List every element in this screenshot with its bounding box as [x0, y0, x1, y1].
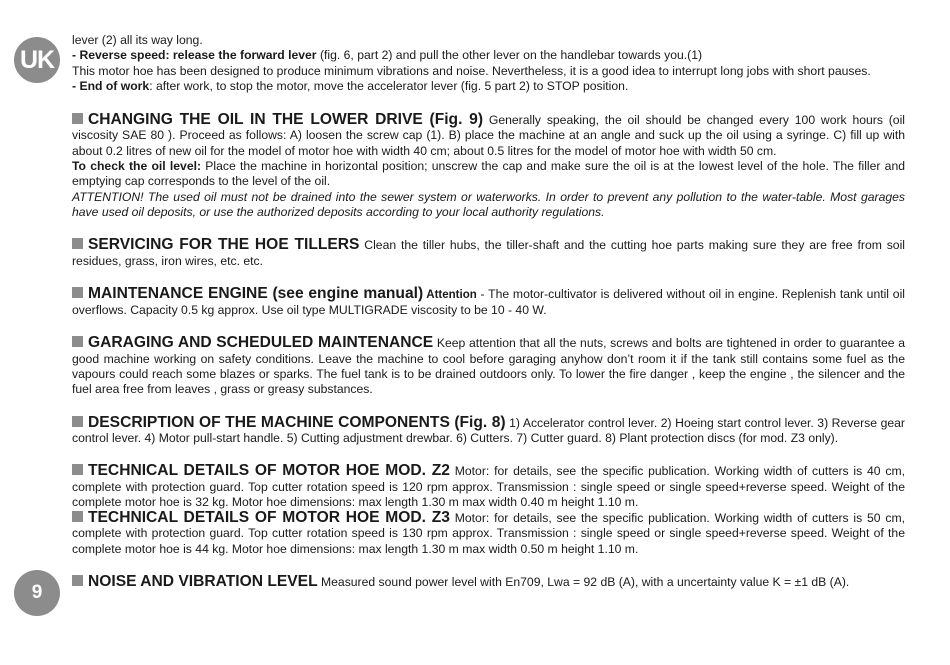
maintenance-engine-section	[72, 286, 905, 319]
oil-text: Generally speaking, the oil should be changed every 100 work hours (oil viscosity SAE 80 ). Proceed as follows: A) loosen the screw cap (1). B) place the machine at an angle and suck up the oil using a syringe. C) fill up with about 0.2 litres of new oil for the model of motor hoe with width 40 cm; about 0.5 litres for the model of motor hoe with width 50 cm.	[72, 113, 905, 158]
language-badge: UK	[14, 37, 60, 83]
bullet-square-icon	[72, 416, 83, 427]
servicing-section	[72, 237, 905, 269]
end-of-work-paragraph	[72, 79, 905, 94]
reverse-speed-label: - Reverse speed: release the forward lever	[72, 48, 317, 63]
garaging-section	[72, 335, 905, 397]
oil-check-paragraph	[72, 159, 905, 190]
reverse-speed-paragraph	[72, 48, 905, 63]
maintenance-attention-label: Attention	[423, 288, 477, 301]
document-body	[72, 33, 905, 590]
vibration-paragraph: This motor hoe has been designed to produce minimum vibrations and noise. Nevertheless, it is a good idea to interrupt long jobs with short pauses.	[72, 63, 871, 78]
noise-text: Measured sound power level with En709, Lwa = 92 dB (A), with a uncertainty value K = ±1 dB (A).	[317, 575, 850, 590]
z3-text: Motor: for details, see the specific publication. Working width of cutters is 50 cm, complete with protection guard. Top cutter rotation speed is 130 rpm approx. Transmission : single speed or single speed+reverse speed. Weight of the complete motor hoe is 44 kg. Motor hoe dimensions: max length 1.30 m max width 0.50 m height 1.10 m.	[72, 511, 906, 556]
z2-text: Motor: for details, see the specific publication. Working width of cutters is 40 cm, complete with protection guard. Top cutter rotation speed is 120 rpm approx. Transmission : single speed or single speed+reverse speed. Weight of the complete motor hoe is 32 kg. Motor hoe dimensions: max length 1.30 m max width 0.40 m height 1.10 m.	[72, 464, 906, 509]
servicing-heading: SERVICING FOR THE HOE TILLERS	[88, 236, 360, 254]
components-text: 1) Accelerator control lever. 2) Hoeing start control lever. 3) Reverse gear control lever. 4) Motor pull-start handle. 5) Cutting adjustment drewbar. 6) Cutters. 7) Cutter guard. 8) Plant protection discs (for mod. Z3 only).	[72, 415, 905, 445]
end-of-work-text: : after work, to stop the motor, move the accelerator lever (fig. 5 part 2) to STOP position.	[149, 78, 629, 93]
maintenance-engine-heading: MAINTENANCE ENGINE (see engine manual)	[88, 284, 424, 302]
components-heading: DESCRIPTION OF THE MACHINE COMPONENTS (Fig. 8)	[88, 413, 506, 431]
garaging-heading: GARAGING AND SCHEDULED MAINTENANCE	[88, 334, 434, 352]
page-number-badge: 9	[14, 570, 60, 616]
z2-section	[72, 463, 905, 510]
z3-section	[72, 510, 905, 557]
components-section	[72, 415, 905, 447]
bullet-square-icon	[72, 575, 83, 586]
oil-check-label: To check the oil level:	[72, 159, 202, 174]
intro-line: lever (2) all its way long.	[72, 33, 203, 47]
oil-heading: CHANGING THE OIL IN THE LOWER DRIVE (Fig. 9)	[88, 111, 484, 129]
bullet-square-icon	[72, 336, 83, 347]
bullet-square-icon	[72, 511, 83, 522]
bullet-square-icon	[72, 238, 83, 249]
oil-attention-paragraph: ATTENTION! The used oil must not be drained into the sewer system or waterworks. In order to prevent any pollution to the water-table. Most garages have used oil deposits, or use the authorized deposits according to your local authority regulations.	[72, 189, 905, 219]
servicing-text: Clean the tiller hubs, the tiller-shaft and the cutting hoe parts making sure they are free from soil residues, grass, iron wires, etc. etc.	[72, 238, 905, 268]
garaging-text: Keep attention that all the nuts, screws and bolts are tightened in order to guarantee a good machine working on safety conditions. Leave the machine to cool before garaging anyhow don’t room it if the tank still contains some fuel as the vapours could reach some blazes or sparks. The fuel tank is to be drained outdoors only. To lower the fire danger , keep the engine , the silencer and the fuel area free from leaves , grass or greasy substances.	[72, 336, 905, 397]
bullet-square-icon	[72, 464, 83, 475]
oil-check-text: Place the machine in horizontal position; unscrew the cap and make sure the oil is at the lowest level of the hole. The filler and emptying cap corresponds to the level of the oil.	[72, 159, 905, 189]
z2-heading: TECHNICAL DETAILS OF MOTOR HOE MOD. Z2	[88, 462, 450, 480]
z3-heading: TECHNICAL DETAILS OF MOTOR HOE MOD. Z3	[88, 509, 450, 527]
end-of-work-label: - End of work	[72, 78, 150, 93]
maintenance-engine-text: - The motor-cultivator is delivered without oil in engine. Replenish tank until oil overflows. Capacity 0.5 kg approx. Use oil type MULTIGRADE viscosity to be 10 - 40 W.	[72, 286, 905, 318]
noise-section	[72, 574, 905, 590]
oil-section	[72, 112, 905, 159]
bullet-square-icon	[72, 113, 83, 124]
bullet-square-icon	[72, 287, 83, 298]
noise-heading: NOISE AND VIBRATION LEVEL	[88, 573, 318, 591]
reverse-speed-text: (fig. 6, part 2) and pull the other lever on the handlebar towards you.(1)	[316, 48, 703, 63]
